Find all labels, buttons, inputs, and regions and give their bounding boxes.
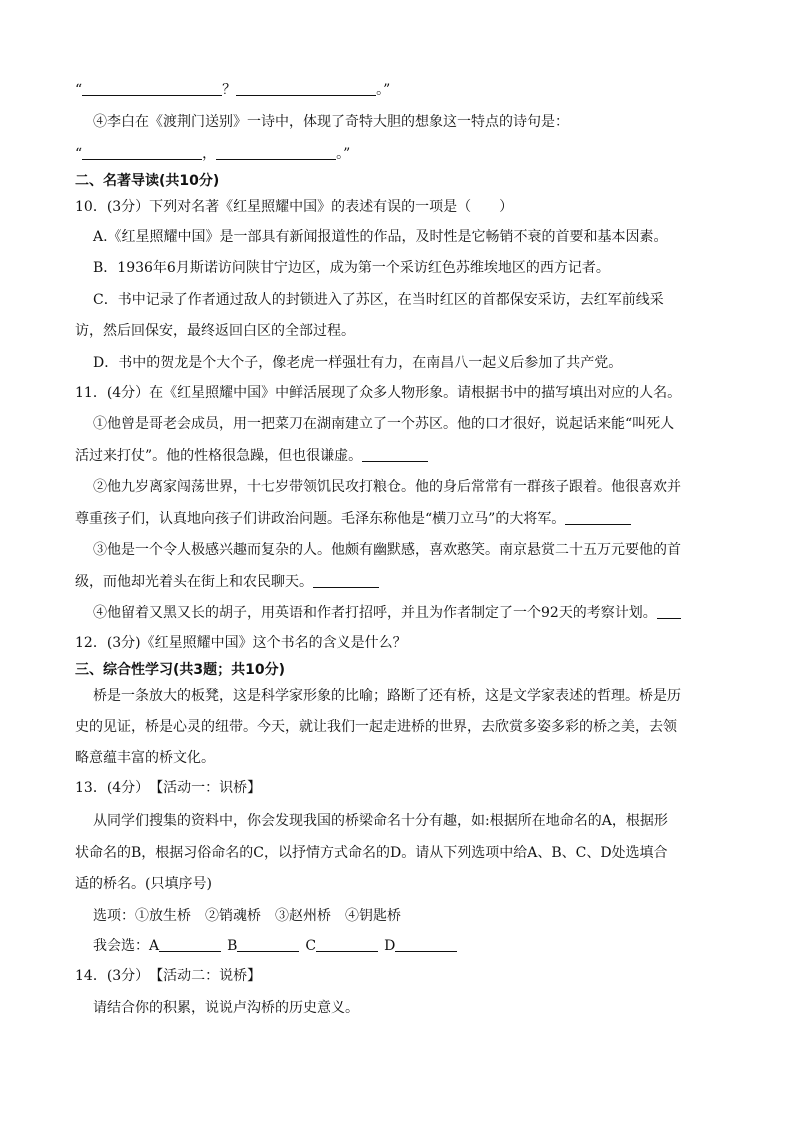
answer-blank[interactable] (159, 937, 221, 952)
slot-label: A (149, 938, 160, 954)
q13-answer-row (93, 936, 457, 956)
slot-label: D (384, 938, 396, 954)
open-quote: “ (75, 146, 83, 162)
answer-blank[interactable] (237, 937, 299, 952)
q11-item-3-continued: 级，而他却光着头在街上和农民聊天。 (75, 572, 379, 592)
separator: ？ (222, 82, 237, 98)
answer-blank[interactable] (216, 145, 336, 160)
question-stem: 12．(3分)《红星照耀中国》这个书名的含义是什么？ (75, 635, 407, 651)
q9-item-4: ④李白在《渡荆门送别》一诗中，体现了奇特大胆的想象这一特点的诗句是： (93, 114, 569, 130)
separator: ， (202, 146, 217, 162)
option-a: A.《红星照耀中国》是一部具有新闻报道性的作品，及时性是它畅销不衰的首要和基本因素。 (93, 229, 668, 245)
answer-blank[interactable] (395, 937, 457, 952)
question-stem: 13．(4分） 【活动一：识桥】 (75, 780, 262, 796)
q11-item-4: ④他留着又黑又长的胡子，用英语和作者打招呼，并且为作者制定了一个92天的考察计划。 (93, 603, 681, 623)
answer-blank[interactable] (313, 573, 379, 588)
answer-blank[interactable] (82, 81, 222, 96)
answer-blank[interactable] (565, 510, 631, 525)
option-b: B．1936年6月斯诺访问陕甘宁边区，成为第一个采访红色苏维埃地区的西方记者。 (93, 260, 610, 276)
section-heading: 三、综合性学习(共3题；共10分) (75, 662, 286, 678)
section-heading: 二、名著导读(共10分) (75, 173, 220, 189)
q14-body: 请结合你的积累，说说卢沟桥的历史意义。 (93, 1000, 359, 1016)
question-stem: 11．(4分）在《红星照耀中国》中鲜活展现了众多人物形象。请根据书中的描写填出对应的人名。 (75, 385, 682, 401)
answer-blank[interactable] (82, 145, 202, 160)
answer-blank[interactable] (236, 81, 376, 96)
option-item: ①放生桥 (135, 908, 191, 924)
close-quote: 。” (336, 146, 351, 162)
slot-label: B (227, 938, 238, 954)
slot-label: C (305, 938, 317, 954)
q13-body: 状命名的B，根据习俗命名的C，以抒情方式命名的D。请从下列选项中给A、B、C、D处选填合 (75, 845, 668, 861)
option-item: ④钥匙桥 (345, 908, 401, 924)
question-stem: 10．(3分）下列对名著《红星照耀中国》的表述有误的一项是（ ） (75, 199, 514, 215)
intro-paragraph: 桥是一条放大的板凳，这是科学家形象的比喻；路断了还有桥，这是文学家表述的哲理。桥是历 (93, 688, 681, 704)
answer-label: 我会选： (93, 938, 149, 954)
q11-item-1-continued: 活过来打仗”。他的性格很急躁，但也很谦虚。 (75, 446, 428, 466)
q11-item-1: ①他曾是哥老会成员，用一把菜刀在湖南建立了一个苏区。他的口才很好，说起话来能“叫死人 (93, 416, 675, 432)
options-label: 选项： (93, 908, 135, 924)
q13-body: 适的桥名。(只填序号) (75, 876, 212, 892)
answer-blank[interactable] (362, 447, 428, 462)
q13-options (93, 906, 401, 926)
poem-blank-line-3 (75, 80, 390, 100)
poem-blank-line-4 (75, 144, 350, 164)
option-c-continued: 访，然后回保安，最终返回白区的全部过程。 (75, 323, 355, 339)
q11-item-3: ③他是一个令人极感兴趣而复杂的人。他颇有幽默感，喜欢憨笑。南京悬赏二十五万元要他的首 (93, 542, 681, 558)
answer-blank[interactable] (657, 604, 681, 619)
q13-body: 从同学们搜集的资料中，你会发现我国的桥梁命名十分有趣，如:根据所在地命名的A，根据形 (93, 813, 668, 829)
option-item: ②销魂桥 (205, 908, 261, 924)
q11-item-2-continued: 尊重孩子们，认真地向孩子们讲政治问题。毛泽东称他是“横刀立马”的大将军。 (75, 509, 631, 529)
close-quote: 。” (376, 82, 391, 98)
option-item: ③赵州桥 (275, 908, 331, 924)
question-stem: 14．(3分） 【活动二：说桥】 (75, 968, 262, 984)
option-d: D．书中的贺龙是个大个子，像老虎一样强壮有力，在南昌八一起义后参加了共产党。 (93, 355, 623, 371)
answer-blank[interactable] (316, 937, 378, 952)
option-c: C．书中记录了作者通过敌人的封锁进入了苏区，在当时红区的首都保安采访，去红军前线采 (93, 292, 664, 308)
open-quote: “ (75, 82, 83, 98)
q11-item-2: ②他九岁离家闯荡世界，十七岁带领饥民攻打粮仓。他的身后常常有一群孩子跟着。他很喜欢并 (93, 479, 681, 495)
intro-paragraph: 史的见证，桥是心灵的纽带。今天，就让我们一起走进桥的世界，去欣赏多姿多彩的桥之美，去领 (75, 719, 677, 735)
intro-paragraph: 略意蕴丰富的桥文化。 (75, 750, 215, 766)
